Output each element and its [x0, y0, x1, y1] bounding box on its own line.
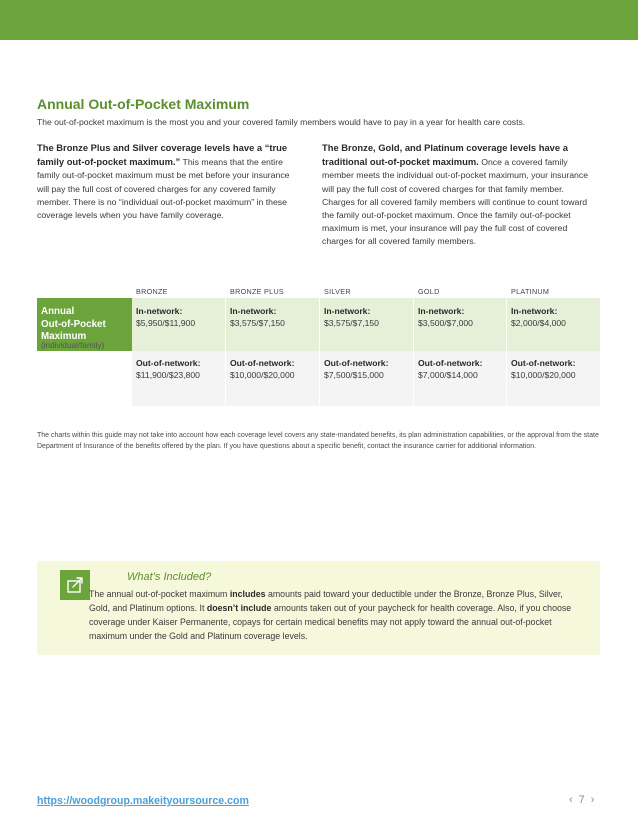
next-page-icon[interactable]: › — [590, 794, 595, 806]
table-cell: In-network: $3,500/$7,000 — [418, 306, 473, 328]
row-title: Annual Out-of-Pocket Maximum — [41, 306, 106, 342]
external-link-icon — [60, 570, 90, 600]
prev-page-icon[interactable]: ‹ — [569, 794, 573, 806]
page-subtitle: The out-of-pocket maximum is the most you and your covered family members would have to pay in a year for health care costs. — [37, 117, 526, 127]
table-cell: In-network: $5,950/$11,900 — [136, 306, 196, 328]
table-cell: In-network: $2,000/$4,000 — [511, 306, 566, 328]
table-cell: Out-of-network: $10,000/$20,000 — [230, 358, 295, 380]
callout-body: The annual out-of-pocket maximum includes amounts paid toward your deductible under the Bronze, Bronze Plus, Silver, Gold, and Platinum options. It doesn’t include amounts taken out of your paycheck for health coverage. Also, if you choose coverage under Kaiser Permanente, copays for certain medical benefits may not apply toward the annual out-of-pocket maximum under the Gold and Platinum coverage levels. — [89, 589, 572, 642]
pager — [566, 794, 597, 806]
table-cell: Out-of-network: $10,000/$20,000 — [511, 358, 576, 380]
callout-title: What’s Included? — [127, 571, 212, 583]
header-gold: GOLD — [418, 287, 440, 296]
table-cell: In-network: $3,575/$7,150 — [230, 306, 285, 328]
top-banner — [0, 0, 638, 40]
left-column-text — [37, 141, 302, 222]
left-column-body: This means that the entire family out-of-pocket maximum must be met before your insurance will pay the full cost of covered charges for any covered family member. There is no “individual out-of-pocket maximum” in these coverage levels when you have family coverage. — [37, 157, 290, 221]
left-column-lead: The Bronze Plus and Silver coverage levels have a “true family out-of-pocket maximum.” — [37, 142, 288, 168]
right-column-body: Once a covered family member meets the individual out-of-pocket maximum, your insurance will pay the full cost of covered charges for that family member. Charges for all covered family members will continue to count toward the family out-of-pocket maximum. Once the family out-of-pocket maximum is met, your insurance will pay the full cost of covered charges for all covered family members. — [322, 157, 589, 247]
page-title: Annual Out-of-Pocket Maximum — [37, 96, 250, 112]
header-silver: SILVER — [324, 287, 351, 296]
oop-max-table — [37, 298, 600, 406]
whats-included-callout — [37, 561, 600, 655]
table-cell: In-network: $3,575/$7,150 — [324, 306, 379, 328]
right-column-lead: The Bronze, Gold, and Platinum coverage levels have a traditional out-of-pocket maximum. — [322, 142, 568, 168]
header-bronze-plus: BRONZE PLUS — [230, 287, 285, 296]
table-cell: Out-of-network: $7,500/$15,000 — [324, 358, 389, 380]
row-header — [37, 298, 132, 406]
footer-link[interactable]: https://woodgroup.makeityoursource.com — [37, 795, 249, 807]
header-platinum: PLATINUM — [511, 287, 550, 296]
page-number: 7 — [578, 794, 585, 806]
table-cell: Out-of-network: $11,900/$23,800 — [136, 358, 201, 380]
disclaimer-text: The charts within this guide may not take into account how each coverage level covers any state-mandated benefits, its plan administration capabilities, or the approval from the state Department of Insurance of the benefits offered by the plan. If you have questions about a specific benefit, contact the insurance carrier for additional information. — [37, 432, 599, 450]
right-column-text — [322, 141, 592, 249]
header-bronze: BRONZE — [136, 287, 168, 296]
row-subtitle: (individual/family) — [41, 341, 105, 350]
table-cell: Out-of-network: $7,000/$14,000 — [418, 358, 483, 380]
